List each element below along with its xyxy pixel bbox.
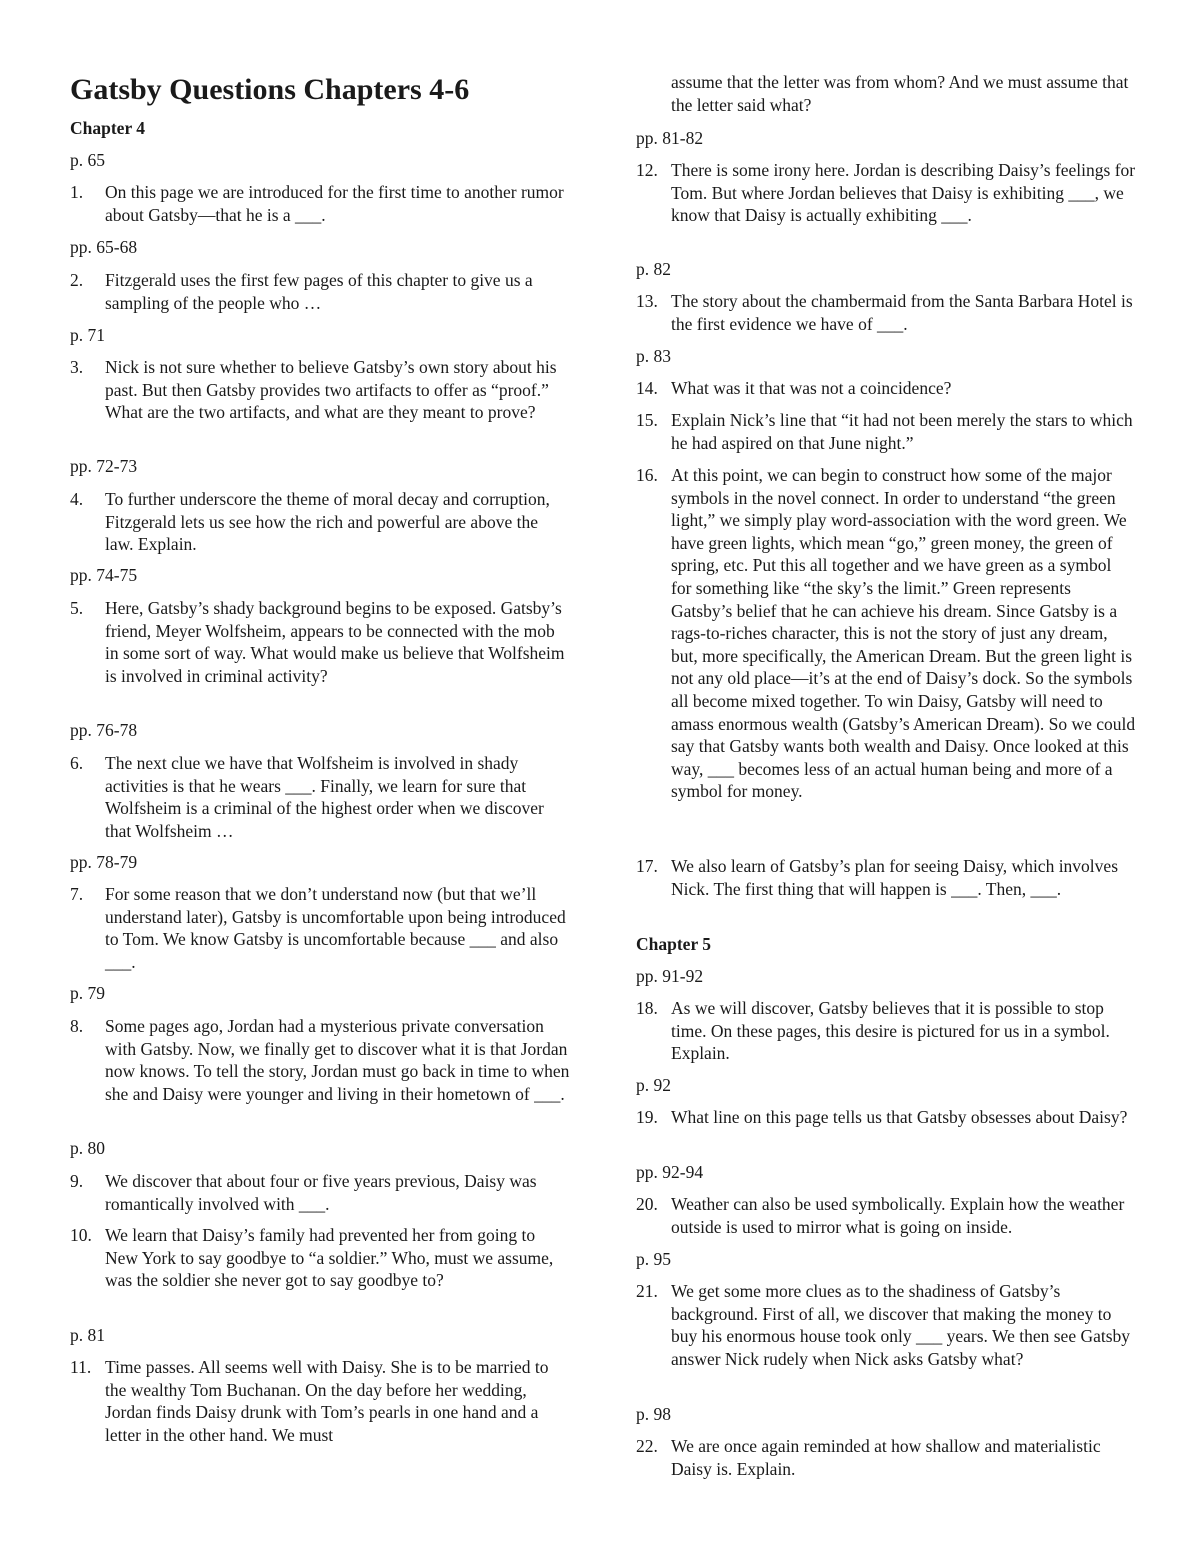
chapter-5-heading: Chapter 5 — [636, 934, 712, 954]
question-number: 11. — [70, 1357, 92, 1377]
question-number: 15. — [636, 410, 658, 430]
page-ref: p. 80 — [70, 1138, 105, 1158]
question-number: 6. — [70, 753, 84, 773]
question-4 — [70, 488, 570, 556]
question-9 — [70, 1170, 570, 1215]
page-title: Gatsby Questions Chapters 4-6 — [70, 73, 470, 106]
question-text: assume that the letter was from whom? And we must assume that the letter said what? — [671, 72, 1129, 115]
question-number: 17. — [636, 856, 658, 876]
page-ref: p. 83 — [636, 346, 671, 366]
question-5 — [70, 597, 570, 687]
question-number: 19. — [636, 1107, 658, 1127]
question-21 — [636, 1280, 1136, 1370]
question-text: Time passes. All seems well with Daisy. She is to be married to the wealthy Tom Buchanan. On the day before her wedding, Jordan finds Daisy drunk with Tom’s pearls in one hand and a letter in the other hand. We must — [105, 1357, 549, 1445]
question-number: 21. — [636, 1281, 658, 1301]
question-text: What was it that was not a coincidence? — [671, 378, 952, 398]
page-ref: pp. 78-79 — [70, 852, 138, 872]
question-11-continued — [636, 71, 1136, 116]
question-text: Nick is not sure whether to believe Gatsby’s own story about his past. But then Gatsby provides two artifacts to offer as “proof.” What are the two artifacts, and what are they meant to prove? — [105, 357, 557, 423]
question-number: 10. — [70, 1225, 92, 1245]
page-ref: p. 71 — [70, 325, 105, 345]
question-text: Here, Gatsby’s shady background begins to be exposed. Gatsby’s friend, Meyer Wolfsheim, appears to be connected with the mob in some sort of way. What would make us believe that Wolfsheim is involved in criminal activity? — [105, 598, 565, 686]
question-number: 1. — [70, 182, 84, 202]
question-text: As we will discover, Gatsby believes that it is possible to stop time. On these pages, this desire is pictured for us in a symbol. Explain. — [671, 998, 1110, 1064]
question-12 — [636, 159, 1136, 227]
question-13 — [636, 290, 1136, 335]
question-19 — [636, 1106, 1136, 1129]
question-number: 9. — [70, 1171, 84, 1191]
question-2 — [70, 269, 570, 314]
question-number: 8. — [70, 1016, 84, 1036]
page-ref: pp. 74-75 — [70, 565, 138, 585]
question-7 — [70, 883, 570, 973]
question-number: 3. — [70, 357, 84, 377]
page-ref: p. 81 — [70, 1325, 105, 1345]
question-number: 20. — [636, 1194, 658, 1214]
question-text: Explain Nick’s line that “it had not been merely the stars to which he had aspired on that June night.” — [671, 410, 1133, 453]
question-number: 12. — [636, 160, 658, 180]
question-text: The next clue we have that Wolfsheim is involved in shady activities is that he wears ___. Finally, we learn for sure that Wolfsheim is a criminal of the highest order when we discover that Wolfsheim … — [105, 753, 544, 841]
question-number: 2. — [70, 270, 84, 290]
question-text: We get some more clues as to the shadiness of Gatsby’s background. First of all, we discover that making the money to buy his enormous house took only ___ years. We then see Gatsby answer Nick rudely when Nick asks Gatsby what? — [671, 1281, 1131, 1369]
page-ref: p. 92 — [636, 1075, 671, 1095]
question-number: 16. — [636, 465, 658, 485]
question-number: 14. — [636, 378, 658, 398]
question-6 — [70, 752, 570, 842]
page-ref: p. 95 — [636, 1249, 671, 1269]
page-ref: pp. 91-92 — [636, 966, 704, 986]
page-ref: p. 79 — [70, 983, 105, 1003]
question-text: We are once again reminded at how shallow and materialistic Daisy is. Explain. — [671, 1436, 1101, 1479]
question-15 — [636, 409, 1136, 454]
page-ref: p. 82 — [636, 259, 671, 279]
question-8 — [70, 1015, 570, 1105]
question-text: There is some irony here. Jordan is describing Daisy’s feelings for Tom. But where Jordan believes that Daisy is exhibiting ___, we know that Daisy is actually exhibiting ___. — [671, 160, 1136, 226]
question-number: 5. — [70, 598, 84, 618]
question-text: For some reason that we don’t understand now (but that we’ll understand later), Gatsby is uncomfortable upon being introduced to Tom. We know Gatsby is uncomfortable because ___ and also ___. — [105, 884, 566, 972]
question-number: 7. — [70, 884, 84, 904]
question-10 — [70, 1224, 570, 1292]
question-text: On this page we are introduced for the first time to another rumor about Gatsby—that he is a ___. — [105, 182, 564, 225]
question-text: Weather can also be used symbolically. Explain how the weather outside is used to mirror what is going on inside. — [671, 1194, 1125, 1237]
question-text: We discover that about four or five years previous, Daisy was romantically involved with ___. — [105, 1171, 537, 1214]
question-text: At this point, we can begin to construct how some of the major symbols in the novel connect. In order to understand “the green light,” we simply play word-association with the word green. We have green lights, which mean “go,” green money, the green of spring, etc. Put this all together and we have green as a symbol for something like “the sky’s the limit.” Green represents Gatsby’s belief that he can achieve his dream. Since Gatsby is a rags-to-riches character, this is not the story of just any dream, but, more specifically, the American Dream. But the green light is not any old place—it’s at the end of Daisy’s dock. So the symbols all become mixed together. To win Daisy, Gatsby will need to amass enormous wealth (Gatsby’s American Dream). So we could say that Gatsby wants both wealth and Daisy. Once looked at this way, ___ becomes less of an actual human being and more of a symbol for money. — [671, 465, 1136, 802]
question-text: Some pages ago, Jordan had a mysterious private conversation with Gatsby. Now, we finally get to discover what it is that Jordan now knows. To tell the story, Jordan must go back in time to when she and Daisy were younger and living in their hometown of ___. — [105, 1016, 570, 1104]
page-ref: pp. 72-73 — [70, 456, 138, 476]
page-ref: pp. 76-78 — [70, 720, 138, 740]
page-ref: pp. 81-82 — [636, 128, 704, 148]
chapter-4-heading: Chapter 4 — [70, 118, 146, 138]
page-ref: pp. 92-94 — [636, 1162, 704, 1182]
question-text: What line on this page tells us that Gatsby obsesses about Daisy? — [671, 1107, 1128, 1127]
question-number: 22. — [636, 1436, 658, 1456]
page-ref: pp. 65-68 — [70, 237, 138, 257]
question-3 — [70, 356, 570, 424]
question-text: To further underscore the theme of moral decay and corruption, Fitzgerald lets us see how the rich and powerful are above the law. Explain. — [105, 489, 550, 555]
question-16 — [636, 464, 1136, 803]
question-text: Fitzgerald uses the first few pages of this chapter to give us a sampling of the people who … — [105, 270, 533, 313]
question-22 — [636, 1435, 1136, 1480]
page-ref: p. 98 — [636, 1404, 671, 1424]
question-14 — [636, 377, 1136, 400]
question-20 — [636, 1193, 1136, 1238]
question-number: 18. — [636, 998, 658, 1018]
question-11 — [70, 1356, 570, 1446]
question-number: 4. — [70, 489, 84, 509]
question-18 — [636, 997, 1136, 1065]
page-ref: p. 65 — [70, 150, 105, 170]
question-number: 13. — [636, 291, 658, 311]
question-text: We also learn of Gatsby’s plan for seeing Daisy, which involves Nick. The first thing that will happen is ___. Then, ___. — [671, 856, 1119, 899]
question-1 — [70, 181, 570, 226]
question-text: We learn that Daisy’s family had prevented her from going to New York to say goodbye to “a soldier.” Who, must we assume, was the soldier she never got to say goodbye to? — [105, 1225, 554, 1291]
question-17 — [636, 855, 1136, 900]
question-text: The story about the chambermaid from the Santa Barbara Hotel is the first evidence we have of ___. — [671, 291, 1133, 334]
